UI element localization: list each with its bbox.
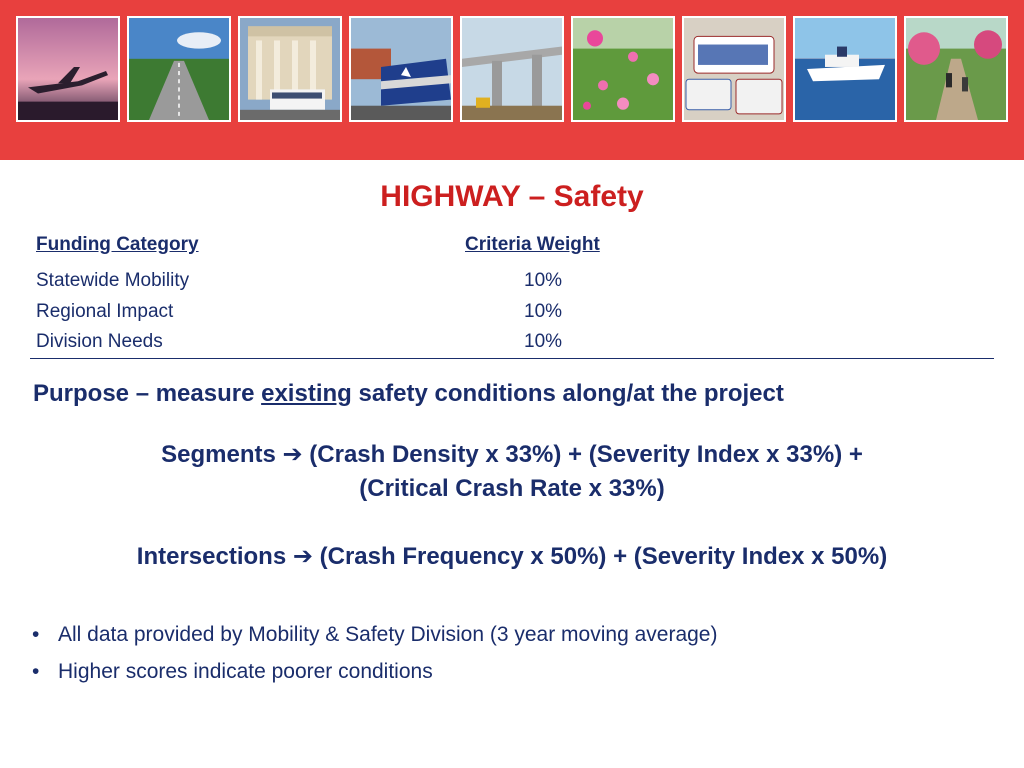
train-photo [349,16,453,122]
segments-formula-part-2: (Critical Crash Rate x 33%) [359,475,665,502]
row-weight: 10% [524,301,563,322]
license-plates-photo [682,16,786,122]
arrow-right-icon: ➔ [292,542,313,570]
row-label: Statewide Mobility [36,270,190,291]
list-item-text: All data provided by Mobility & Safety Division (3 year moving average) [58,623,718,646]
row-weight: 10% [524,270,563,291]
bridge-construction-photo [460,16,564,122]
table-divider [30,358,994,359]
notes-list [32,620,717,694]
intersections-formula-text: (Crash Frequency x 50%) + (Severity Index x 50%) [319,543,888,570]
transit-station-photo [238,16,342,122]
list-item-text: Higher scores indicate poorer conditions [58,660,433,683]
arrow-right-icon: ➔ [282,440,303,468]
airplane-photo [16,16,120,122]
list-item [32,620,717,657]
page-title: HIGHWAY – Safety [380,180,644,213]
cyclists-photo [904,16,1008,122]
purpose-prefix: Purpose – measure [33,380,262,407]
ferry-photo [793,16,897,122]
header-banner [0,0,1024,160]
intersections-label: Intersections [136,543,287,570]
intersections-formula [0,539,1024,574]
purpose-statement [33,380,784,408]
bullet-icon: • [32,623,40,646]
bullet-icon: • [32,660,40,683]
purpose-emphasis: existing [261,380,352,407]
segments-formula-part-1: (Crash Density x 33%) + (Severity Index x 33%) + [309,441,863,468]
segments-line-1 [0,437,1024,472]
highway-photo [127,16,231,122]
row-label: Division Needs [36,331,163,352]
segments-label: Segments [161,441,276,468]
wildflowers-photo [571,16,675,122]
list-item [32,657,717,694]
row-weight: 10% [524,331,563,352]
header-funding-category: Funding Category [36,234,199,255]
segments-formula [0,437,1024,506]
header-criteria-weight: Criteria Weight [465,234,600,255]
purpose-suffix: safety conditions along/at the project [351,380,784,407]
row-label: Regional Impact [36,301,174,322]
